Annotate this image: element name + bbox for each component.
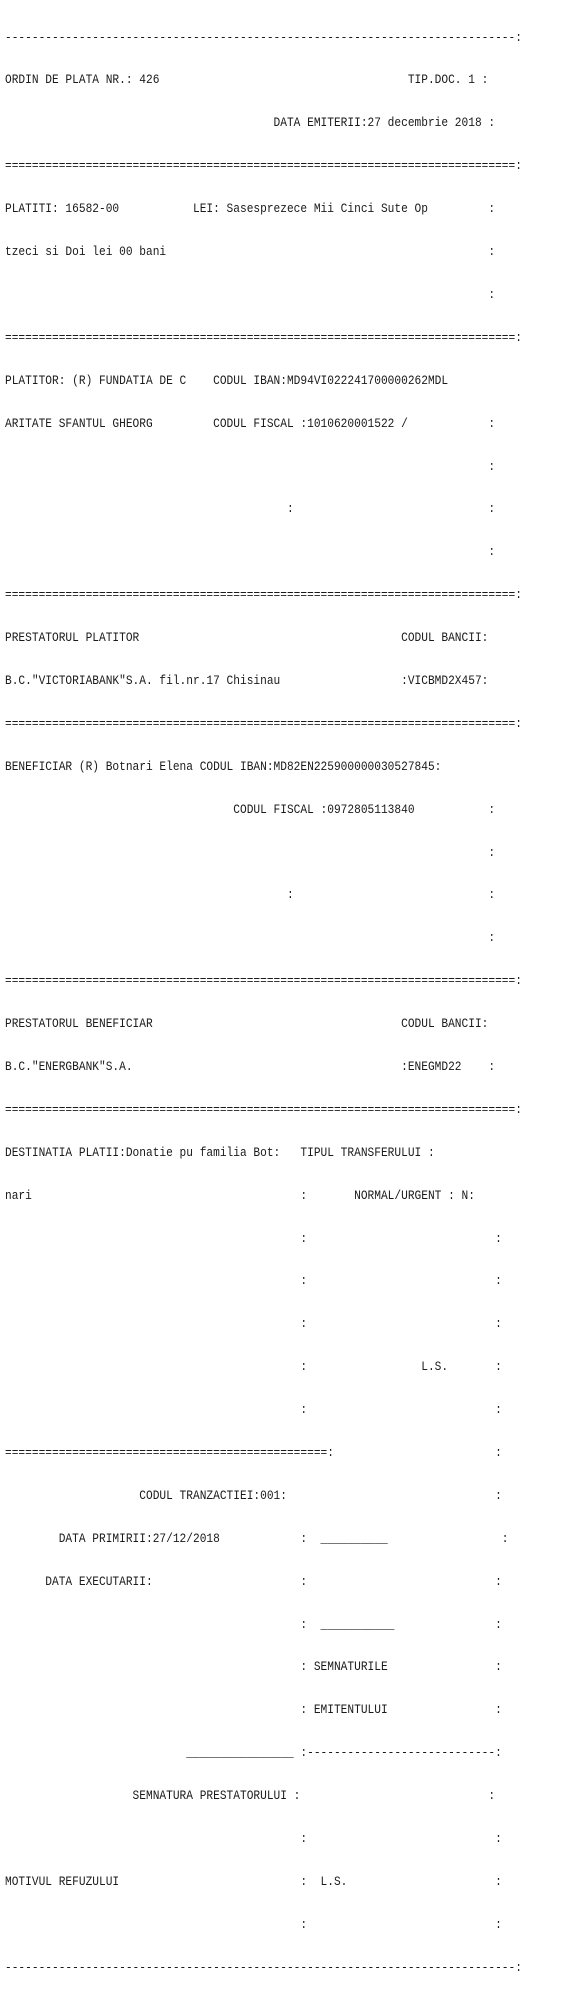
stamp-placeholder-line: : L.S. : (5, 1360, 502, 1375)
blank-line: : : (5, 1917, 502, 1932)
receipt-date-line: DATA PRIMIRII:27/12/2018 : __________ : (5, 1531, 509, 1546)
payment-purpose-line: DESTINATIA PLATII:Donatie pu familia Bot: TIPUL TRANSFERULUI : (5, 1145, 435, 1160)
payer-iban-line: PLATITOR: (R) FUNDATIA DE C CODUL IBAN:MD94VI022241700000262MDL (5, 373, 449, 388)
blank-line: : : (5, 1317, 502, 1332)
payment-order-document (5, 2, 522, 1975)
provider-signature-line: ________________ :----------------------------: (5, 1746, 502, 1761)
separator-line: ============================================================================: (5, 588, 522, 603)
execution-date-line: DATA EXECUTARII: : : (5, 1574, 502, 1589)
blank-line: : (5, 845, 496, 860)
order-number-line: ORDIN DE PLATA NR.: 426 TIP.DOC. 1 : (5, 73, 489, 88)
blank-line: : : (5, 1231, 502, 1246)
issuer-signatures-label-line: : EMITENTULUI : (5, 1703, 502, 1718)
payer-provider-line: B.C."VICTORIABANK"S.A. fil.nr.17 Chisinau :VICBMD2X457: (5, 673, 489, 688)
beneficiary-provider-header-line: PRESTATORUL BENEFICIAR CODUL BANCII: (5, 1017, 489, 1032)
amount-line: PLATITI: 16582-00 LEI: Sasesprezece Mii Cinci Sute Op : (5, 202, 496, 217)
payer-fiscal-code-line: ARITATE SFANTUL GHEORG CODUL FISCAL :1010620001522 / : (5, 416, 496, 431)
blank-line: : (5, 545, 496, 560)
bottom-border-line: ----------------------------------------------------------------------------: (5, 1960, 522, 1975)
blank-line: : (5, 287, 496, 302)
separator-line: ============================================================================: (5, 1102, 522, 1117)
payer-provider-header-line: PRESTATORUL PLATITOR CODUL BANCII: (5, 631, 489, 646)
separator-line: ============================================================================: (5, 159, 522, 174)
issue-date-line: DATA EMITERII:27 decembrie 2018 : (5, 116, 496, 131)
amount-words-line: tzeci si Doi lei 00 bani : (5, 245, 496, 260)
refusal-reason-line: MOTIVUL REFUZULUI : L.S. : (5, 1874, 502, 1889)
provider-signature-label-line: SEMNATURA PRESTATORULUI : : (5, 1789, 496, 1804)
beneficiary-fiscal-code-line: CODUL FISCAL :0972805113840 : (5, 802, 496, 817)
beneficiary-iban-line: BENEFICIAR (R) Botnari Elena CODUL IBAN:MD82EN225900000030527845: (5, 759, 442, 774)
blank-line: : : (5, 1403, 502, 1418)
blank-line: : : (5, 502, 496, 517)
blank-line: : : (5, 1832, 502, 1846)
separator-line: ============================================================================: (5, 330, 522, 345)
blank-line: : (5, 931, 496, 946)
issuer-signatures-label-line: : SEMNATURILE : (5, 1660, 502, 1675)
signature-line: : ___________ : (5, 1617, 502, 1632)
separator-line: ============================================================================: (5, 716, 522, 731)
blank-line: : (5, 459, 496, 474)
beneficiary-provider-line: B.C."ENERGBANK"S.A. :ENEGMD22 : (5, 1059, 496, 1074)
top-border-line: ----------------------------------------------------------------------------: (5, 30, 522, 45)
separator-line: ================================================: : (5, 1445, 502, 1460)
blank-line: : : (5, 1274, 502, 1289)
transaction-code-line: CODUL TRANZACTIEI:001: : (5, 1488, 502, 1503)
separator-line: ============================================================================: (5, 974, 522, 989)
payment-purpose-cont-line: nari : NORMAL/URGENT : N: (5, 1188, 475, 1203)
blank-line: : : (5, 888, 496, 903)
